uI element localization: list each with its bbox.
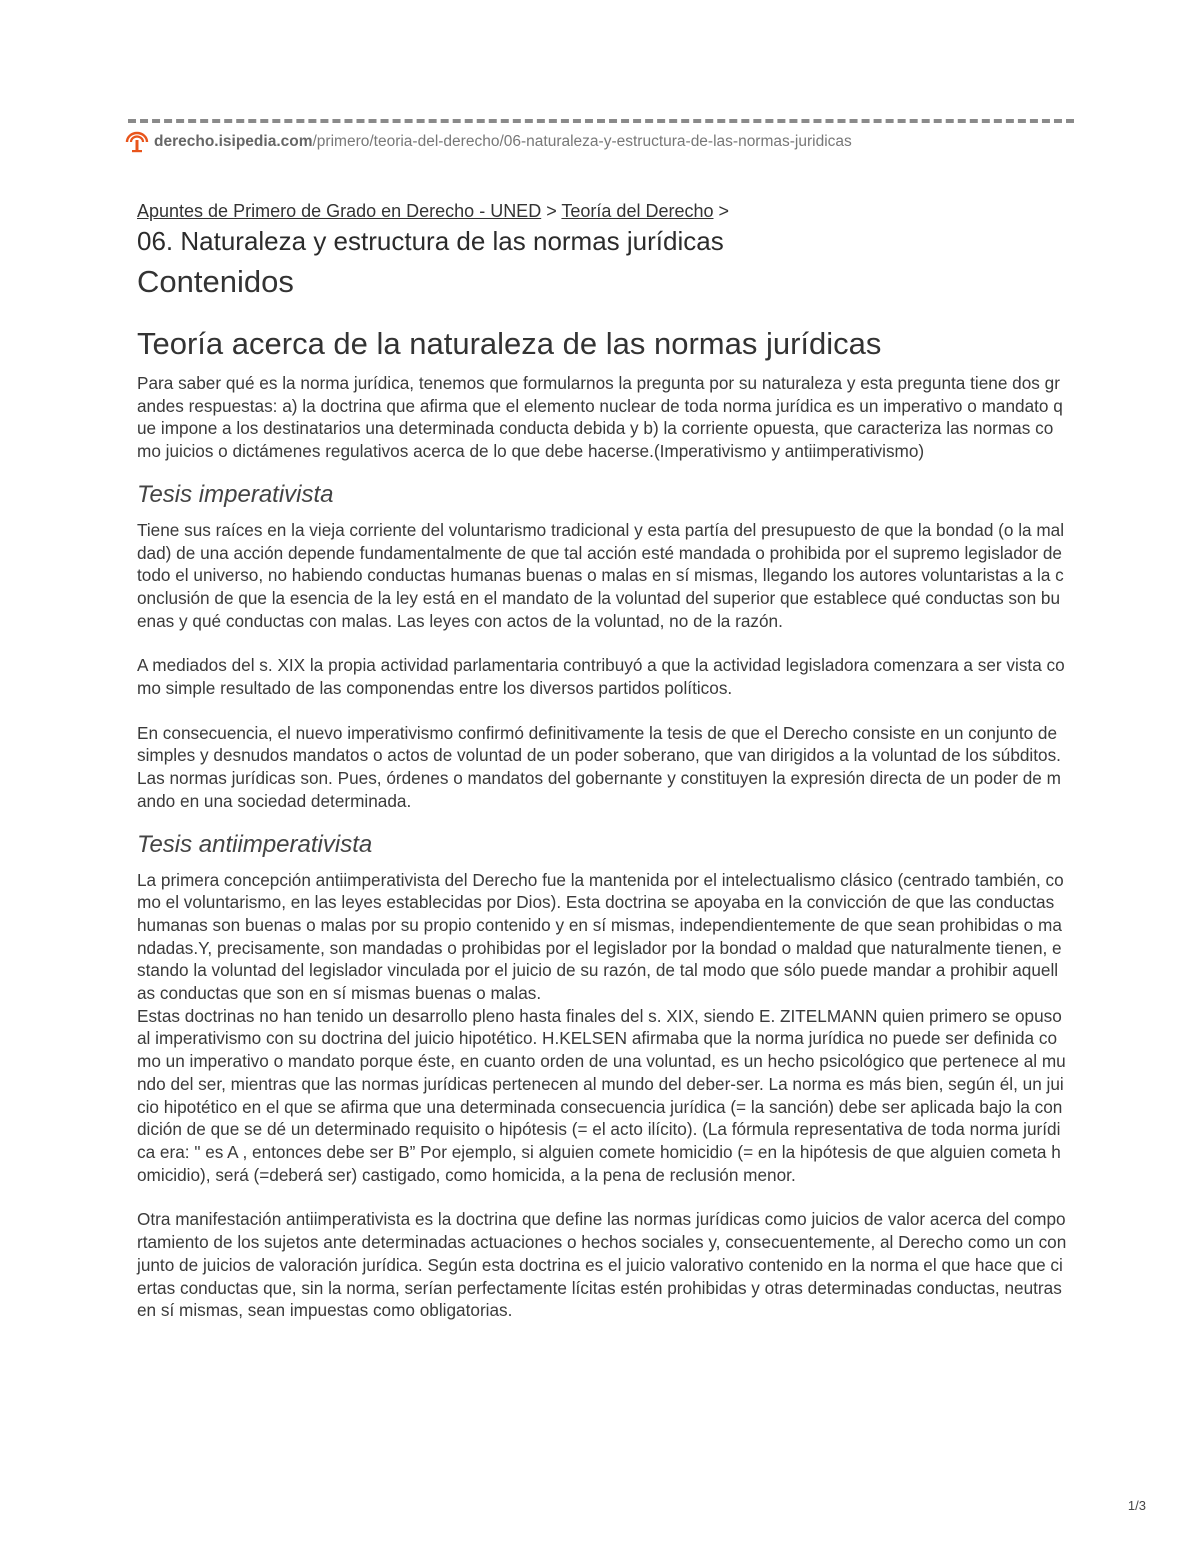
paragraph: A mediados del s. XIX la propia actividad parlamentaria contribuyó a que la actividad legisladora comenzara a ser vista como simple resultado de las componendas entre los diversos partidos políticos.: [137, 655, 1065, 699]
url-path[interactable]: /primero/teoria-del-derecho/06-naturaleza-y-estructura-de-las-normas-juridicas: [312, 133, 852, 150]
section-heading: Teoría acerca de la naturaleza de las normas jurídicas: [137, 326, 882, 361]
breadcrumb: [137, 198, 1067, 224]
source-url[interactable]: [124, 131, 852, 153]
paragraph: Estas doctrinas no han tenido un desarrollo pleno hasta finales del s. XIX, siendo E. ZITELMANN quien primero se opuso al imperativismo con su doctrina del juicio hipotético. H.KELSEN afirmaba que la norma jurídica no puede ser definida como un imperativo o mandato porque éste, en cuanto orden de una voluntad, es un hecho psicológico que pertenece al mundo del ser, mientras que las normas jurídicas pertenecen al mundo del deber-ser. La norma es más bien, según él, un juicio hipotético en el que se afirma que una determinada consecuencia jurídica (= la sanción) debe ser aplicada bajo la condición de que se dé un determinado requisito o hipótesis (= el acto ilícito). (La fórmula representativa de toda norma jurídica era: " es A , entonces debe ser B” Por ejemplo, si alguien comete homicidio (= en la hipótesis de que alguien cometa homicidio), será (=deberá ser) castigado, como homicida, a la pena de reclusión menor.: [137, 1005, 1066, 1185]
paragraph: Otra manifestación antiimperativista es la doctrina que define las normas jurídicas como juicios de valor acerca del comportamiento de los sujetos ante determinadas actuaciones o hechos sociales y, consecuentemente, al Derecho como un conjunto de juicios de valoración jurídica. Según esta doctrina es el juicio valorativo contenido en la norma el que hace que ciertas conductas que, sin la norma, serían perfectamente lícitas estén prohibidas y otras determinadas conductas, neutras en sí mismas, sean impuestas como obligatorias.: [137, 1209, 1067, 1321]
url-domain[interactable]: derecho.isipedia.com: [154, 133, 313, 150]
header-dashed-rule: [128, 119, 1074, 123]
subsection-heading-antiimperativista: Tesis antiimperativista: [137, 830, 373, 858]
document-body: [137, 198, 1067, 1322]
breadcrumb-link-apuntes[interactable]: Apuntes de Primero de Grado en Derecho - UNED: [137, 201, 542, 221]
intro-paragraph: Para saber qué es la norma jurídica, tenemos que formularnos la pregunta por su naturaleza y esta pregunta tiene dos grandes respuestas: a) la doctrina que afirma que el elemento nuclear de toda norma jurídica es un imperativo o mandato que impone a los destinatarios una determinada conducta debida y b) la corriente opuesta, que caracteriza las normas como juicios o dictámenes regulativos acerca de lo que debe hacerse.(Imperativismo y antiimperativismo): [137, 373, 1063, 462]
breadcrumb-link-teoria[interactable]: Teoría del Derecho: [561, 201, 714, 221]
isipedia-logo-icon: [124, 131, 150, 153]
paragraph: En consecuencia, el nuevo imperativismo confirmó definitivamente la tesis de que el Derecho consiste en un conjunto de simples y desnudos mandatos o actos de voluntad de un poder soberano, que van dirigidos a la voluntad de los súbditos. Las normas jurídicas son. Pues, órdenes o mandatos del gobernante y constituyen la expresión directa de un poder de mando en una sociedad determinada.: [137, 722, 1061, 811]
page-title: 06. Naturaleza y estructura de las normas jurídicas: [137, 226, 724, 256]
subsection-heading-imperativista: Tesis imperativista: [137, 480, 334, 508]
contents-heading: Contenidos: [137, 264, 294, 299]
paragraph: Tiene sus raíces en la vieja corriente del voluntarismo tradicional y esta partía del presupuesto de que la bondad (o la maldad) de una acción depende fundamentalmente de que tal acción esté mandada o prohibida por el supremo legislador de todo el universo, no habiendo conductas humanas buenas o malas en sí mismas, llegando los autores voluntaristas a la conclusión de que la esencia de la ley está en el mandato de la voluntad del superior que establece qué conductas son buenas y qué conductas con malas. Las leyes con actos de la voluntad, no de la razón.: [137, 519, 1065, 631]
breadcrumb-separator: >: [713, 201, 730, 221]
breadcrumb-separator: >: [541, 201, 562, 221]
page-number: 1/3: [1127, 1498, 1146, 1513]
paragraph: La primera concepción antiimperativista del Derecho fue la mantenida por el intelectualismo clásico (centrado también, como el voluntarismo, en las leyes establecidas por Dios). Esta doctrina se apoyaba en la convicción de que las conductas humanas son buenas o malas por su propio contenido y en sí mismas, independientemente de que sean prohibidas o mandadas.Y, precisamente, son mandadas o prohibidas por el legislador por la bondad o maldad que naturalmente tienen, estando la voluntad del legislador vinculada por el juicio de su razón, de tal modo que sólo puede mandar a prohibir aquellas conductas que son en sí mismas buenas o malas.: [137, 869, 1064, 1004]
